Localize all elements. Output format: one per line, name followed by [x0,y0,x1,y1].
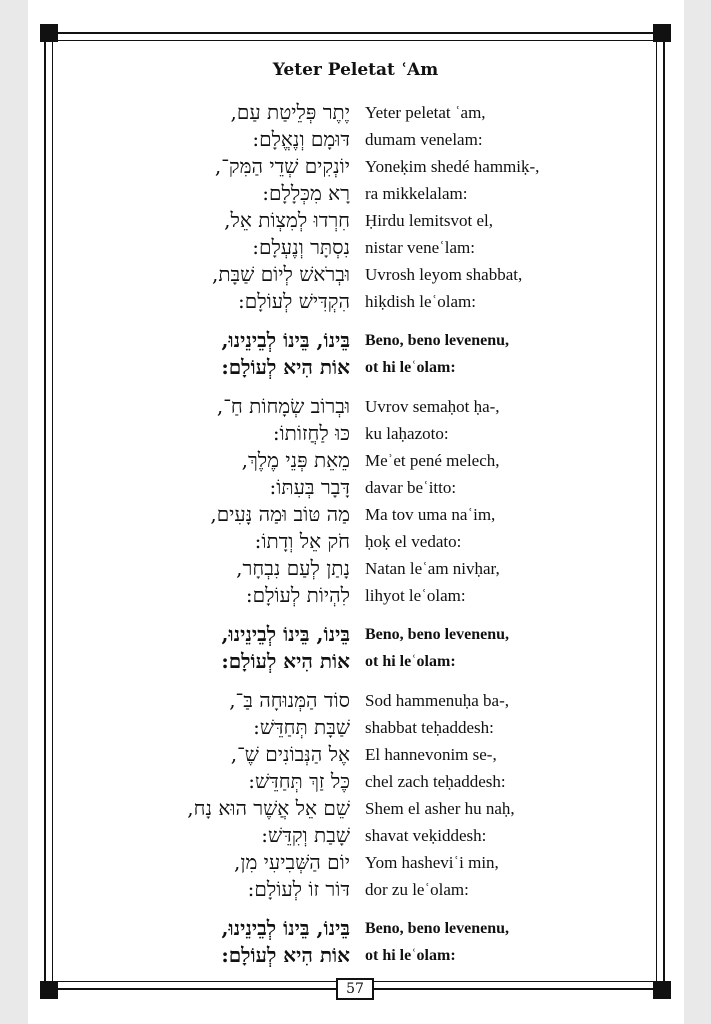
verse-line [0,153,711,180]
transliteration-text: Uvrosh leyom shabbat, [365,265,523,284]
hebrew-text: יוֹם הַשְּׁבִיעִי מִן, [234,850,350,874]
hebrew-text: אוֹת הִיא לְעוֹלָם: [221,649,350,673]
hebrew-text: רָא מִכְּלָלָם: [262,181,350,205]
page-number: 57 [336,978,374,1000]
transliteration-text: Ma tov uma naʿim, [365,505,496,524]
transliteration-text: davar beʿitto: [365,478,457,497]
transliteration-text: Beno, beno levenenu, [365,332,510,349]
hebrew-text: שֵׁם אֵל אֲשֶׁר הוּא נָח, [187,796,350,820]
verse-line [0,741,711,768]
corner-ornament-top-left [40,24,58,42]
transliteration-text: Beno, beno levenenu, [365,626,510,643]
hebrew-text: כּוּ לַחֲזוֹתוֹ: [272,421,350,445]
hebrew-text: נָתַן לְעַם נִבְחָר, [236,556,350,580]
hebrew-text: אוֹת הִיא לְעוֹלָם: [221,355,350,379]
transliteration-text: shabbat teḥaddesh: [365,718,494,737]
hebrew-text: יֶתֶר פְּלֵיטַת עַם, [230,100,350,124]
verse-line [0,687,711,714]
corner-ornament-top-right [653,24,671,42]
hebrew-text: דּוֹר זוֹ לְעוֹלָם: [247,877,350,901]
verse-line [0,822,711,849]
transliteration-text: nistar veneʿlam: [365,238,475,257]
verse-line [0,768,711,795]
verse-line [0,501,711,528]
transliteration-text: dor zu leʿolam: [365,880,469,899]
hebrew-text: בֵּינוֹ, בֵּינוֹ לְבֵינֵינוּ, [221,916,350,940]
verse-line [0,648,711,675]
corner-ornament-bottom-left [40,981,58,999]
verse-line [0,261,711,288]
hebrew-text: חֹק אֵל וְדָתוֹ: [254,529,350,553]
verse-line [0,714,711,741]
transliteration-text: Yom hasheviʿi min, [365,853,499,872]
hebrew-text: כֶּל זַךְ תְּחַדֵּשׁ: [248,769,350,793]
transliteration-text: Shem el asher hu naḥ, [365,799,515,818]
verse-line [0,528,711,555]
transliteration-text: ku laḥazoto: [365,424,449,443]
hebrew-text: אוֹת הִיא לְעוֹלָם: [221,943,350,967]
verse-line [0,288,711,315]
transliteration-text: Beno, beno levenenu, [365,920,510,937]
verse-line [0,354,711,381]
verse-line [0,915,711,942]
page-title: Yeter Peletat ʿAm [272,60,439,80]
refrain-stanza [0,915,711,969]
transliteration-text: shavat veḳiddesh: [365,826,487,845]
hebrew-text: בֵּינוֹ, בֵּינוֹ לְבֵינֵינוּ, [221,328,350,352]
transliteration-text: hiḳdish leʿolam: [365,292,476,311]
hebrew-text: חִרְדוּ לְמִצְוֹת אֵל, [224,208,350,232]
hebrew-text: דּוּמָם וְנֶאֱלָם: [252,127,350,151]
transliteration-text: Uvrov semaḥot ḥa-, [365,397,500,416]
hebrew-text: מֵאֵת פְּנֵי מֶלֶךְ, [241,448,350,472]
refrain-stanza [0,327,711,381]
hebrew-text: לִהְיוֹת לְעוֹלָם: [245,583,350,607]
transliteration-text: Sod hammenuḥa ba-, [365,691,509,710]
verse-line [0,207,711,234]
verse-line [0,234,711,261]
hebrew-text: שַׁבָּת תְּחַדֵּשׁ: [253,715,350,739]
hebrew-text: מַה טּוֹב וּמַה נָּעִים, [210,502,350,526]
transliteration-text: Ḥirdu lemitsvot el, [365,211,493,230]
transliteration-text: ot hi leʿolam: [365,653,456,670]
hebrew-text: דָּבָר בְּעִתּוֹ: [269,475,350,499]
transliteration-text: dumam venelam: [365,130,483,149]
transliteration-text: Meʾet pené melech, [365,451,500,470]
verse-line [0,126,711,153]
transliteration-text: lihyot leʿolam: [365,586,466,605]
refrain-stanza [0,621,711,675]
verse-line [0,795,711,822]
song-text [0,99,711,981]
verse-line [0,876,711,903]
verse-line [0,555,711,582]
transliteration-text: ḥoḳ el vedato: [365,532,462,551]
verse-line [0,180,711,207]
hebrew-text: בֵּינוֹ, בֵּינוֹ לְבֵינֵינוּ, [221,622,350,646]
verse-line [0,393,711,420]
verse-line [0,849,711,876]
hebrew-text: הִקְדִּישׁ לְעוֹלָם: [238,289,350,313]
hebrew-text: יוֹנְקִים שְׁדֵי הַמִּק־, [214,154,350,178]
verse-line [0,447,711,474]
corner-ornament-bottom-right [653,981,671,999]
hebrew-text: סוֹד הַמְּנוּחָה בַּ־, [229,688,350,712]
verse-stanza [0,687,711,903]
hebrew-text: וּבְרוֹב שְׂמָחוֹת חַ־, [216,394,350,418]
verse-line [0,420,711,447]
hebrew-text: אֶל הַנְּבוֹנִים שֶׁ־, [230,742,350,766]
verse-line [0,942,711,969]
transliteration-text: Yoneḳim shedé hammiḳ-, [365,157,540,176]
transliteration-text: ot hi leʿolam: [365,359,456,376]
transliteration-text: ot hi leʿolam: [365,947,456,964]
transliteration-text: ra mikkelalam: [365,184,468,203]
verse-line [0,582,711,609]
verse-line [0,474,711,501]
verse-line [0,621,711,648]
verse-line [0,327,711,354]
transliteration-text: chel zach teḥaddesh: [365,772,506,791]
hebrew-text: נִסְתָּר וְנֶעְלָם: [252,235,350,259]
transliteration-text: Yeter peletat ʿam, [365,103,486,122]
verse-line [0,99,711,126]
verse-stanza [0,393,711,609]
hebrew-text: וּבְרֹאשׁ לְיוֹם שַׁבָּת, [211,262,350,286]
verse-stanza [0,99,711,315]
hebrew-text: שָׁבַת וְקִדֵּשׁ: [261,823,350,847]
transliteration-text: Natan leʿam nivḥar, [365,559,500,578]
transliteration-text: El hannevonim se-, [365,745,497,764]
